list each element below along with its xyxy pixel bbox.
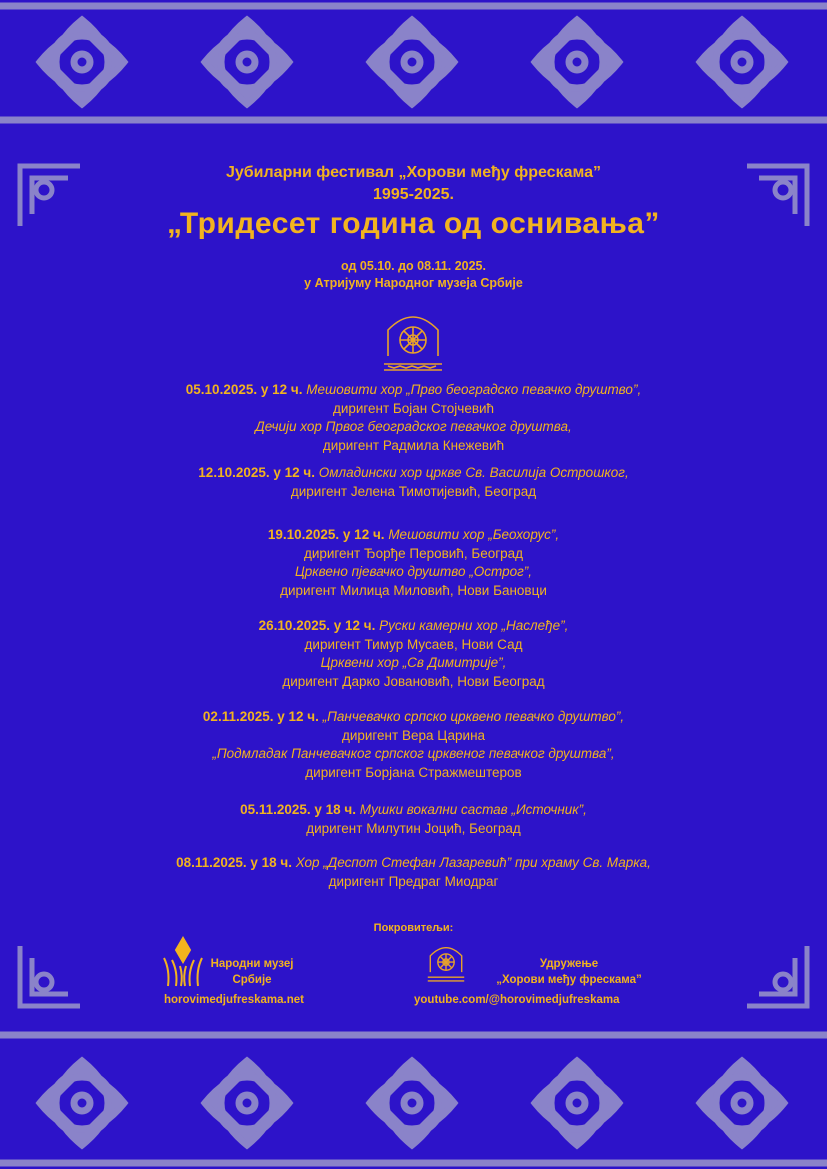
event-line [0,563,827,582]
event-line [0,873,827,892]
conductor-name: диригент Предраг Миодраг [328,873,499,889]
museum-name-line2: Србије [232,974,272,986]
event-block [0,854,827,891]
youtube-link[interactable]: youtube.com/@horovimedjufreskama [414,994,620,1006]
event-date: 26.10.2025. у 12 ч. [258,618,376,633]
conductor-name: диригент Бојан Стојчевић [332,400,495,416]
choir-name: Мешовити хор „Беохорус”, [388,527,560,542]
event-date: 02.11.2025. у 12 ч. [202,709,319,724]
patrons-title: Покровитељи: [373,922,454,934]
jubilee-title: „Тридесет година од оснивања” [167,207,660,240]
event-line [0,854,827,873]
conductor-name: диригент Радмила Кнежевић [322,437,505,453]
event-block [0,381,827,455]
choir-name: Хор „Деспот Стефан Лазаревић” при храму Св. Марка, [295,855,651,870]
event-line [0,381,827,400]
festival-years: 1995-2025. [373,186,454,203]
choir-name: Дечији хор Првог београдског певачког друштва, [255,419,572,434]
event-line [0,820,827,839]
website-link[interactable]: horovimedjufreskama.net [164,994,304,1006]
event-date: 05.10.2025. у 12 ч. [185,382,303,397]
event-date: 19.10.2025. у 12 ч. [267,527,385,542]
event-block [0,617,827,691]
event-line [0,801,827,820]
conductor-name: диригент Милица Миловић, Нови Бановци [280,582,547,598]
ornament-band-top [0,0,827,135]
event-block [0,801,827,838]
choir-name: Мешовити хор „Прво београдско певачко друштво”, [306,382,642,397]
event-line [0,526,827,545]
corner-ornament-bottom-left [14,940,86,1012]
festival-emblem-logo [380,308,446,378]
event-date: 08.11.2025. у 18 ч. [176,855,292,870]
event-line [0,483,827,502]
association-name-line2: „Хорови међу фрескама” [496,974,642,986]
choir-name: Мушки вокални састав „Источник”, [359,802,587,817]
conductor-name: диригент Дарко Јовановић, Нови Београд [282,673,545,689]
choir-name: „Панчевачко српско црквено певачко друштво”, [322,709,625,724]
event-line [0,764,827,783]
event-block [0,464,827,501]
conductor-name: диригент Јелена Тимотијевић, Београд [290,483,537,499]
event-line [0,545,827,564]
event-line [0,636,827,655]
event-line [0,582,827,601]
festival-title: Јубиларни фестивал „Хорови међу фрескама” [225,164,601,181]
event-line [0,673,827,692]
event-block [0,526,827,600]
choir-name: „Подмладак Панчевачког српског црквеног певачког друштва”, [212,746,615,761]
conductor-name: диригент Борјана Стражмештеров [305,764,522,780]
ornament-band-bottom [0,1025,827,1169]
conductor-name: диригент Ђорђе Перовић, Београд [303,545,524,561]
event-line [0,400,827,419]
corner-ornament-bottom-right [741,940,813,1012]
choir-name: Црквени хор „Св Димитрије”, [320,655,507,670]
festival-venue: у Атријуму Народног музеја Србије [304,276,523,290]
museum-name-line1: Народни музеј [210,958,294,970]
event-line [0,617,827,636]
choir-name: Руски камерни хор „Наслеђе”, [379,618,569,633]
association-name-line1: Удружење [539,958,599,970]
event-line [0,654,827,673]
choir-name: Црквено пјевачко друштво „Острог”, [294,564,533,579]
national-museum-logo [160,936,206,988]
choir-name: Омладински хор цркве Св. Василија Острошког, [318,465,629,480]
event-line [0,437,827,456]
event-line [0,727,827,746]
festival-dates: од 05.10. до 08.11. 2025. [341,259,486,273]
conductor-name: диригент Вера Царина [341,727,486,743]
event-line [0,745,827,764]
conductor-name: диригент Милутин Јоцић, Београд [306,820,521,836]
conductor-name: диригент Тимур Мусаев, Нови Сад [304,636,523,652]
event-line [0,708,827,727]
event-block [0,708,827,782]
event-line [0,464,827,483]
event-date: 12.10.2025. у 12 ч. [198,465,315,480]
association-emblem-logo [425,942,467,986]
event-line [0,418,827,437]
event-date: 05.11.2025. у 18 ч. [240,802,357,817]
